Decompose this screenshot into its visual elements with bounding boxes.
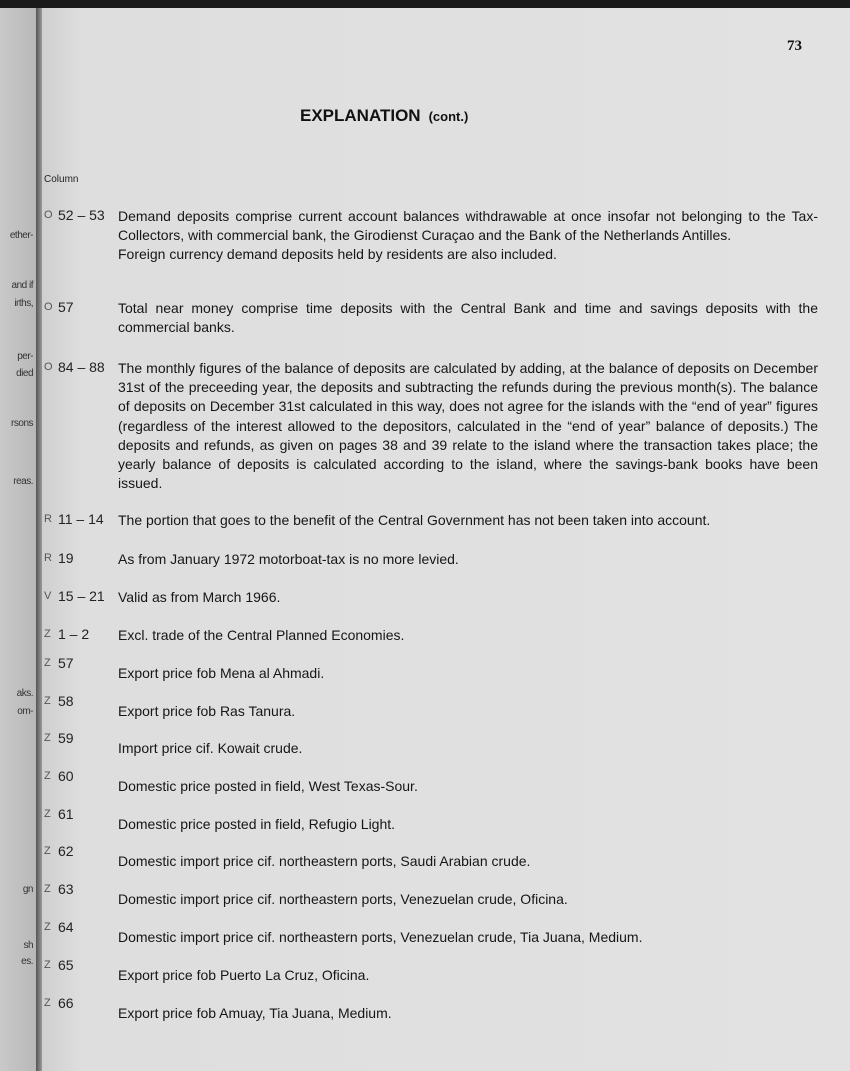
entry-paragraph: Export price fob Mena al Ahmadi. [118,665,325,681]
entry-code: Z [44,628,51,640]
title-suffix: (cont.) [428,109,469,124]
entry-paragraph: Domestic price posted in field, Refugio Light. [118,816,396,832]
entry-text [118,359,818,493]
entry-paragraph: Domestic import price cif. northeastern ports, Saudi Arabian crude. [118,853,531,869]
entry-text [118,1004,818,1023]
left-page-fragment: om- [17,706,33,717]
entry-paragraph: Export price fob Ras Tanura. [118,703,296,719]
entry-paragraph: As from January 1972 motorboat-tax is no more levied. [118,551,459,567]
column-header: Column [44,174,79,185]
entry-column-range: 57 [58,655,74,671]
entry-column-range: 19 [58,550,74,566]
entry-paragraph: Domestic price posted in field, West Texas-Sour. [118,778,418,794]
entry-code: R [44,552,52,564]
entry-paragraph: Valid as from March 1966. [118,589,281,605]
entry-code: Z [44,770,51,782]
left-page-fragment: died [16,368,33,379]
entry-column-range: 11 – 14 [58,511,104,527]
entry-paragraph: Demand deposits comprise current account balances withdrawable at once insofar not belonging to the Tax-Collectors, with commercial bank, the Girodienst Curaçao and the Bank of the Netherlands Antilles. [118,208,818,244]
entry-paragraph: Foreign currency demand deposits held by residents are also included. [118,246,557,263]
entry-text [118,626,818,645]
entry-text [118,588,818,607]
entry-paragraph: Excl. trade of the Central Planned Economies. [118,627,405,643]
entry-text [118,852,818,871]
entry-paragraph: Export price fob Puerto La Cruz, Oficina. [118,967,370,983]
page-title [300,106,468,126]
entry-column-range: 64 [58,919,74,935]
entry-text [118,299,818,337]
entry-text [118,550,818,569]
entry-code: Z [44,657,51,669]
left-page-fragment: es. [21,956,33,967]
entry-paragraph: Export price fob Amuay, Tia Juana, Medium. [118,1005,392,1021]
entry-code: O [44,301,53,313]
entry-paragraph: Domestic import price cif. northeastern ports, Venezuelan crude, Oficina. [118,891,568,907]
entry-text [118,511,818,530]
left-page-fragment: gn [22,884,33,895]
entry-column-range: 59 [58,730,74,746]
entry-code: V [44,590,52,602]
title-text: EXPLANATION [300,106,421,125]
entry-code: Z [44,959,51,971]
entry-column-range: 60 [58,768,74,784]
entry-code: Z [44,732,51,744]
entry-text [118,928,818,947]
left-page-fragment: and if [11,280,33,291]
left-page-fragment: sh [23,940,33,951]
entry-text [118,664,818,683]
entry-paragraph: Total near money comprise time deposits with the Central Bank and time and savings deposits with the commercial banks. [118,300,818,336]
entry-code: Z [44,845,51,857]
entry-column-range: 1 – 2 [58,626,90,642]
left-page-edge [0,8,36,1071]
entry-code: Z [44,695,51,707]
entry-column-range: 58 [58,693,74,709]
entry-column-range: 61 [58,806,74,822]
left-page-fragment: rsons [11,418,33,429]
entry-code: O [44,209,53,221]
entry-column-range: 66 [58,995,74,1011]
entry-code: O [44,361,53,373]
entry-paragraph: Domestic import price cif. northeastern ports, Venezuelan crude, Tia Juana, Medium. [118,929,643,945]
entry-column-range: 57 [58,299,74,315]
entry-paragraph: Import price cif. Kowait crude. [118,740,303,756]
entry-text [118,702,818,721]
entry-column-range: 15 – 21 [58,588,105,604]
entry-text [118,739,818,758]
entry-column-range: 62 [58,843,74,859]
entry-code: Z [44,883,51,895]
left-page-fragment: irths, [14,298,33,309]
entry-text [118,890,818,909]
entry-code: Z [44,808,51,820]
entry-text [118,777,818,796]
entry-code: Z [44,997,51,1009]
entry-text [118,207,818,265]
entry-text [118,966,818,985]
left-page-fragment: aks. [16,688,33,699]
entry-column-range: 52 – 53 [58,207,105,223]
entry-code: R [44,513,52,525]
entry-column-range: 65 [58,957,74,973]
entry-paragraph: The portion that goes to the benefit of the Central Government has not been taken into account. [118,512,711,528]
entry-text [118,815,818,834]
entry-code: Z [44,921,51,933]
left-page-fragment: reas. [13,476,33,487]
document-page [42,8,850,1071]
left-page-fragment: per- [17,351,33,362]
left-page-fragment: ether- [9,230,33,241]
entry-column-range: 84 – 88 [58,359,105,375]
page-number: 73 [787,38,802,54]
entry-column-range: 63 [58,881,74,897]
entry-paragraph: The monthly figures of the balance of deposits are calculated by adding, at the balance of deposits on December 31st of the preceeding year, the deposits and subtracting the refunds during the previous month(s). The balance of deposits on December 31st calculated in this way, does not agree for the islands with the “end of year” figures (regardless of the interest allowed to the depositors, calculated in the “end of year” balance of deposits.) The deposits and refunds, as given on pages 38 and 39 relate to the island where the transaction takes place; the yearly balance of deposits is calculated according to the island, where the savings-bank books have been issued. [118,360,818,492]
